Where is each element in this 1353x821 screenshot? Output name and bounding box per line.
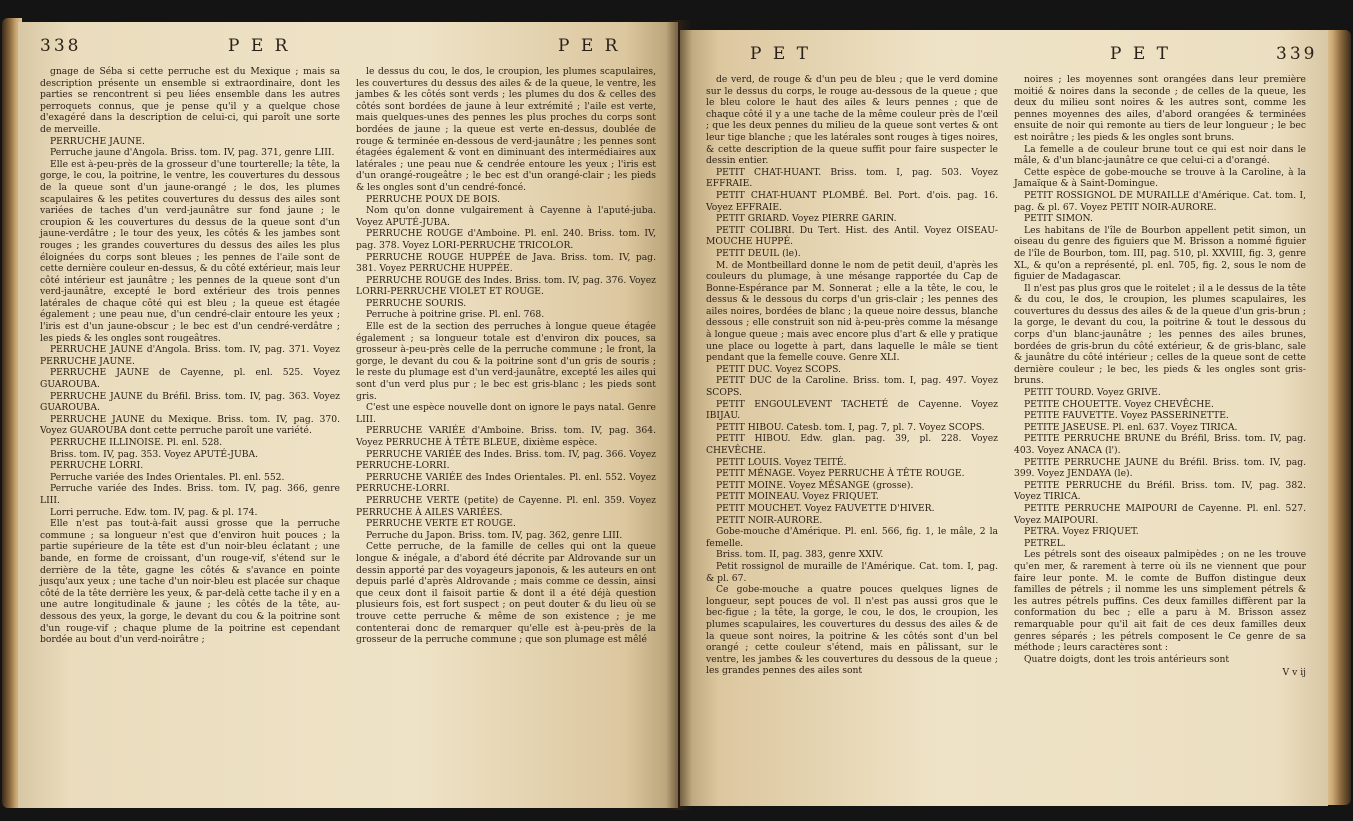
paragraph: Perruche du Japon. Briss. tom. IV, pag. 362, genre LIII.	[366, 529, 623, 541]
right-page-number: 339	[1276, 44, 1318, 64]
paragraph: PETIT ROSSIGNOL DE MURAILLE d'Amérique. Cat. tom. I, pag. & pl. 67. Voyez PETIT NOIR-AURORE.	[1014, 189, 1306, 213]
paragraph: Quatre doigts, dont les trois antérieurs sont	[1024, 653, 1230, 665]
right-column-2	[1014, 74, 1306, 679]
paragraph: PETIT HIBOU. Edw. glan. pag. 39, pl. 228. Voyez CHEVÊCHE.	[706, 433, 998, 456]
paragraph: Gobe-mouche d'Amérique. Pl. enl. 566, fig. 1, le mâle, 2 la femelle.	[706, 526, 998, 549]
paragraph: C'est une espèce nouvelle dont on ignore le pays natal. Genre LIII.	[356, 402, 656, 425]
paragraph: PETIT TOURD. Voyez GRIVE.	[1024, 387, 1161, 399]
paragraph: PETITE JASEUSE. Pl. enl. 637. Voyez TIRICA.	[1024, 421, 1238, 433]
paragraph: PERRUCHE VARIÉE des Indes Orientales. Pl. enl. 552. Voyez PERRUCHE-LORRI.	[356, 471, 656, 495]
paragraph: Les habitans de l'île de Bourbon appellent petit simon, un oiseau du genre des figuiers que M. Brisson a nommé figuier de l'île de Bourbon, tom. III, pag. 510, pl. XXVIII, fig. 3, genre XL, & qu'on a représenté, pl. enl. 705, fig. 2, sous le nom de figuier de Madagascar.	[1014, 224, 1306, 283]
paragraph: Elle est à-peu-près de la grosseur d'une tourterelle; la tête, la gorge, le cou, la poitrine, le ventre, les couvertures du dessous de la queue sont d'un jaune-orangé ; le dos, les plumes scapulaires & les petites couvertures du dessus des ailes sont variées de taches d'un verd-jaunâtre sur fond jaune ; le croupion & les couvertures du dessus de la queue sont d'un jaune-verdâtre ; le tour des yeux, les côtés & les jambes sont rouges ; les grandes couvertures du dessus des ailes les plus éloignées du corps sont bleues ; les pennes de l'aile sont de cette dernière couleur en-dessus, & du côté extérieur, mais leur côté intérieur est jaunâtre ; les pennes de la queue sont d'un verd-jaunâtre, excepté le bord extérieur des trois pennes latérales de chaque côté qui est bleu ; la queue est étagée également ; une peau nue, d'un cendré-clair entoure les yeux ; l'iris est d'un jaune-obscur ; le bec est d'un cendré-verdâtre ; les pieds & les ongles sont rougeâtres.	[40, 158, 340, 344]
paragraph: M. de Montbeillard donne le nom de petit deuil, d'après les couleurs du plumage, à une mésange rapportée du Cap de Bonne-Espérance par M. Sonnerat ; elle a la tête, le cou, le dessus & le dessous du corps d'un gris-clair ; les pennes des ailes noires, bordées de blanc ; la queue noire dessus, blanche dessous ; elle construit son nid à-peu-près comme la mésange à longue queue ; mais avec encore plus d'art & elle y pratique une place ou logette à part, dans laquelle le mâle se tient pendant que la femelle couve. Genre XLI.	[706, 259, 998, 364]
right-page-edges	[1325, 30, 1351, 805]
paragraph: Perruche variée des Indes Orientales. Pl. enl. 552.	[50, 471, 285, 483]
paragraph: La femelle a de couleur brune tout ce qui est noir dans le mâle, & d'un blanc-jaunâtre ce que celui-ci a d'orangé.	[1014, 143, 1306, 167]
paragraph: PETIT LOUIS. Voyez TEITÉ.	[716, 456, 847, 468]
left-column-2	[356, 66, 656, 646]
signature-mark: V v ij	[1282, 667, 1306, 679]
paragraph: PERRUCHE JAUNE du Bréfil. Briss. tom. IV, pag. 363. Voyez GUAROUBA.	[40, 390, 340, 414]
paragraph: le dessus du cou, le dos, le croupion, les plumes scapulaires, les couvertures du dessus des ailes & de la queue, le ventre, les jambes & les côtés sont verds ; les plumes du dos & celles des côtés sont bordées de jaune à leur extrémité ; l'aile est verte, mais quelques-unes des pennes les plus proches du corps sont bordées de jaune ; la queue est verte en-dessus, doublée de rouge & terminée en-dessous de verd-jaunâtre ; les pennes sont étagées également & vont en diminuant des intermédiaires aux latérales ; une peau nue & cendrée entoure les yeux ; l'iris est d'un orangé-rougeâtre ; le bec est d'un orangé-clair ; les pieds & les ongles sont d'un cendré-foncé.	[356, 66, 656, 193]
paragraph: PETITE CHOUETTE. Voyez CHEVÊCHE.	[1024, 398, 1214, 410]
paragraph: PETITE PERRUCHE BRUNE du Bréfil, Briss. tom. IV, pag. 403. Voyez ANACA (l').	[1014, 433, 1306, 456]
left-running-head-2: P E R	[558, 36, 621, 56]
paragraph: PERRUCHE ILLINOISE. Pl. enl. 528.	[50, 437, 223, 448]
paragraph: PERRUCHE VARIÉE d'Amboine. Briss. tom. IV, pag. 364. Voyez PERRUCHE À TÊTE BLEUE, dixième espèce.	[356, 425, 656, 448]
paragraph: PETITE PERRUCHE du Bréfil. Briss. tom. IV, pag. 382. Voyez TIRICA.	[1014, 479, 1306, 503]
left-page-number: 338	[40, 36, 82, 56]
paragraph: PETREL.	[1024, 537, 1066, 549]
paragraph: Cette perruche, de la famille de celles qui ont la queue longue & inégale, a d'abord été décrite par Aldrovande sur un dessin apporté par des voyageurs japonois, & les auteurs en ont depuis parlé d'après Aldrovande ; mais comme ce dessin, ainsi que ceux dont il faisoit partie & dont il a été déjà question plusieurs fois, est fort suspect ; on peut douter & du lieu où se trouve cette perruche & même de son existence ; je me contenterai donc de remarquer qu'elle est à-peu-près de la grosseur de la perruche commune ; que son plumage est mêlé	[356, 541, 656, 646]
paragraph: PERRUCHE VARIÉE des Indes. Briss. tom. IV, pag. 366. Voyez PERRUCHE-LORRI.	[356, 448, 656, 472]
paragraph: Petit rossignol de muraille de l'Amérique. Cat. tom. I, pag. & pl. 67.	[706, 560, 998, 584]
right-running-head-1: P E T	[750, 44, 811, 64]
paragraph: Briss. tom. IV, pag. 353. Voyez APUTÉ-JUBA.	[50, 448, 259, 460]
paragraph: PETIT MÉNAGE. Voyez PERRUCHE À TÊTE ROUGE.	[716, 468, 965, 480]
paragraph: PERRUCHE ROUGE des Indes. Briss. tom. IV, pag. 376. Voyez LORRI-PERRUCHE VIOLET ET ROUGE.	[356, 274, 656, 298]
paragraph: PETIT GRIARD. Voyez PIERRE GARIN.	[716, 213, 897, 225]
paragraph: PETIT ENGOULEVENT TACHETÉ de Cayenne. Voyez IBIJAU.	[706, 398, 998, 422]
paragraph: Elle est de la section des perruches à longue queue étagée également ; sa longueur totale est d'environ dix pouces, sa grosseur à-peu-près celle de la perruche commune ; le front, la gorge, le devant du cou & la poitrine sont d'un gris de souris ; le reste du plumage est d'un verd-jaunâtre, excepté les ailes qui sont d'un verd plus pur ; le bec est gris-blanc ; les pieds sont gris.	[356, 321, 656, 402]
paragraph: PETIT MOUCHET. Voyez FAUVETTE D'HIVER.	[716, 502, 935, 514]
left-running-head-1: P E R	[228, 36, 291, 56]
book-gutter	[666, 20, 692, 810]
paragraph: noires ; les moyennes sont orangées dans leur première moitié & noires dans la seconde ; de celles de la queue, les deux du milieu sont noires & les autres sont, comme les pennes moyennes des ailes, d'abord orangées & terminées ensuite de noir qui remonte au tiers de leur longueur ; le bec est noirâtre ; les pieds & les ongles sont bruns.	[1014, 74, 1306, 143]
paragraph: Cette espèce de gobe-mouche se trouve à la Caroline, à la Jamaïque & à Saint-Domingue.	[1014, 166, 1306, 190]
paragraph: PETIT COLIBRI. Du Tert. Hist. des Antil. Voyez OISEAU-MOUCHE HUPPÉ.	[706, 224, 998, 248]
right-page	[680, 30, 1328, 806]
paragraph: PERRUCHE JAUNE.	[50, 135, 145, 147]
paragraph: PERRUCHE SOURIS.	[366, 297, 467, 309]
paragraph: PERRUCHE JAUNE du Mexique. Briss. tom. IV, pag. 370. Voyez GUAROUBA dont cette perruche paroît une variété.	[40, 413, 340, 437]
paragraph: PERRUCHE POUX DE BOIS.	[366, 193, 501, 205]
paragraph: PERRUCHE LORRI.	[50, 460, 144, 472]
paragraph: PERRUCHE VERTE ET ROUGE.	[366, 518, 516, 530]
paragraph: Lorri perruche. Edw. tom. IV, pag. & pl. 174.	[50, 506, 258, 518]
right-column-1	[706, 74, 998, 677]
paragraph: Ce gobe-mouche a quatre pouces quelques lignes de longueur, sept pouces de vol. Il n'est pas aussi gros que le bec-figue ; la tête, la gorge, le cou, le dos, le croupion, les plumes scapulaires, les couvertures du dessus des ailes & de la queue sont noires, la poitrine & les côtés sont d'un bel orangé ; cette couleur s'étend, mais en pâlissant, sur le ventre, les jambes & les couvertures du dessous de la queue ; les grandes pennes des ailes sont	[706, 584, 998, 677]
paragraph: PETIT SIMON.	[1024, 213, 1093, 225]
paragraph: PETIT CHAT-HUANT PLOMBÉ. Bel. Port. d'ois. pag. 16. Voyez EFFRAIE.	[706, 189, 998, 213]
paragraph: Les pétrels sont des oiseaux palmipèdes ; on ne les trouve qu'en mer, & rarement à terre où ils ne viennent que pour faire leur ponte. M. le comte de Buffon distingue deux familles de pétrels ; il nomme les uns simplement pétrels & les autres pétrels puffins. Ces deux familles diffèrent par la conformation du bec ; elle a paru à M. Brisson assez remarquable pour qu'il ait fait de ces deux familles deux genres séparés ; les pétrels composent le Ce genre de sa méthode ; leurs caractères sont :	[1014, 549, 1306, 654]
paragraph: Perruche variée des Indes. Briss. tom. IV, pag. 366, genre LIII.	[40, 483, 340, 506]
paragraph: PERRUCHE JAUNE d'Angola. Briss. tom. IV, pag. 371. Voyez PERRUCHE JAUNE.	[40, 344, 340, 367]
paragraph: Briss. tom. II, pag. 383, genre XXIV.	[716, 549, 884, 561]
paragraph: PETIT CHAT-HUANT. Briss. tom. I, pag. 503. Voyez EFFRAIE.	[706, 166, 998, 190]
paragraph: PETITE PERRUCHE JAUNE du Bréfil. Briss. tom. IV, pag. 399. Voyez JENDAYA (le).	[1014, 456, 1306, 480]
paragraph: PETIT DUC. Voyez SCOPS.	[716, 363, 841, 375]
paragraph: Il n'est pas plus gros que le roitelet ; il a le dessus de la tête & du cou, le dos, le croupion, les plumes scapulaires, les couvertures du dessus des ailes & de la queue d'un gris-brun ; la gorge, le devant du cou, la poitrine & tout le dessous du corps d'un blanc-jaunâtre ; les pennes des ailes brunes, bordées de gris-brun du côté extérieur, & de gris-blanc, sale & jaunâtre du côté intérieur ; celles de la queue sont de cette dernière couleur ; le bec, les pieds & les ongles sont gris-bruns.	[1014, 282, 1306, 387]
paragraph: PETIT MOINE. Voyez MÉSANGE (grosse).	[716, 479, 914, 491]
paragraph: PETITE FAUVETTE. Voyez PASSERINETTE.	[1024, 410, 1229, 422]
paragraph: PETITE PERRUCHE MAIPOURI de Cayenne. Pl. enl. 527. Voyez MAIPOURI.	[1014, 502, 1306, 526]
paragraph: PERRUCHE VERTE (petite) de Cayenne. Pl. enl. 359. Voyez PERRUCHE À AILES VARIÉES.	[356, 494, 656, 518]
paragraph: PETIT NOIR-AURORE.	[716, 514, 823, 526]
paragraph: Perruche à poitrine grise. Pl. enl. 768.	[366, 309, 545, 321]
paragraph: Elle n'est pas tout-à-fait aussi grosse que la perruche commune ; sa longueur n'est que d'environ huit pouces ; la partie supérieure de la tête est d'un noir-bleu éclatant ; une bande, en forme de croissant, d'un rouge-vif, s'étend sur le derrière de la tête, gagne les côtés & s'avance en pointe jusqu'aux yeux ; une tache d'un noir-bleu est placée sur chaque côté de la tête derrière les yeux, & par-delà cette tache il y en a une autre longitudinale & jaune ; les côtés de la tête, au-dessous des yeux, la gorge, le devant du cou & la poitrine sont d'un rouge-vif ; chaque plume de la poitrine est cependant bordée au bout d'un verd-noirâtre ;	[40, 518, 340, 646]
paragraph: PETIT DEUIL (le).	[716, 247, 801, 259]
paragraph: PERRUCHE ROUGE d'Amboine. Pl. enl. 240. Briss. tom. IV, pag. 378. Voyez LORI-PERRUCHE TRICOLOR.	[356, 228, 656, 251]
paragraph: PETRA. Voyez FRIQUET.	[1024, 526, 1139, 538]
paragraph: PETIT MOINEAU. Voyez FRIQUET.	[716, 491, 879, 503]
paragraph: Nom qu'on donne vulgairement à Cayenne à l'aputé-juba. Voyez APUTÉ-JUBA.	[356, 205, 656, 228]
paragraph: PERRUCHE JAUNE de Cayenne, pl. enl. 525. Voyez GUAROUBA.	[40, 367, 340, 391]
paragraph: PERRUCHE ROUGE HUPPÉE de Java. Briss. tom. IV, pag. 381. Voyez PERRUCHE HUPPÉE.	[356, 251, 656, 275]
paragraph: gnage de Séba si cette perruche est du Mexique ; mais sa description présente un ensemble si extraordinaire, dont les parties se rencontrent si peu liées ensemble dans les autres perroquets connus, que je pense qu'il y a quelque chose d'exagéré dans la description de celui-ci, qui paroît une sorte de merveille.	[40, 66, 340, 135]
paragraph: Perruche jaune d'Angola. Briss. tom. IV, pag. 371, genre LIII.	[50, 147, 335, 159]
left-page	[18, 22, 678, 808]
paragraph: PETIT DUC de la Caroline. Briss. tom. I, pag. 497. Voyez SCOPS.	[706, 375, 998, 399]
paragraph: PETIT HIBOU. Catesb. tom. I, pag. 7, pl. 7. Voyez SCOPS.	[716, 421, 985, 433]
right-running-head-2: P E T	[1110, 44, 1171, 64]
left-column-1	[40, 66, 340, 646]
paragraph: de verd, de rouge & d'un peu de bleu ; que le verd domine sur le dessus du corps, le rouge au-dessous de la queue ; que le bleu colore le haut des ailes & leurs pennes ; que de chaque côté il y a une tache de la même couleur près de l'œil ; que les deux pennes du milieu de la queue sont vertes & ont leur tige blanche ; que les latérales sont rouges à tiges noires, & cette description de la queue suffit pour faire suspecter le dessin entier.	[706, 74, 998, 167]
